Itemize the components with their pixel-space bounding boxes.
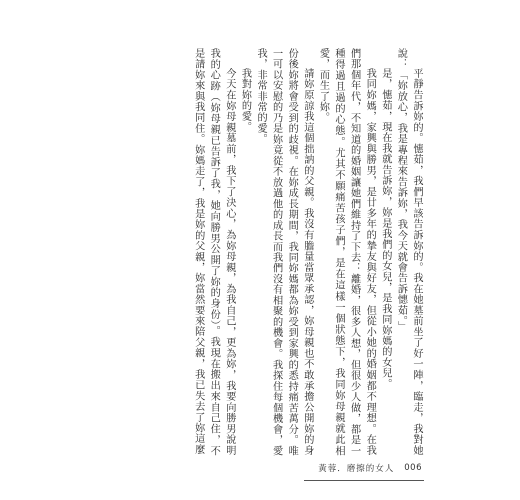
page-number: 006 [404, 463, 422, 473]
page-footer [318, 462, 422, 474]
paragraph-1: 平靜告訴妳的。憓茹，我們早該告訴妳的。我在她墓前坐了好一陣，臨走，我對她說：「妳放心，我是專程來告訴妳，我今天就會告訴憓茹。」 [395, 48, 422, 456]
paragraph-4: 請妳原諒我這個拙訥的父親。我沒有膽量當眾承認，妳母親也不敢承擔公開妳的身份後妳將會受到的歧視。在妳成長期間，我同妳媽都為妳受到家興的悉持痛苦萬分。唯一可以安慰的乃是妳竟從不放過他的成長而我們沒有相聚的機會。我探住每個機會，愛我，非常非常的愛。 [255, 48, 313, 456]
paragraph-6: 今天在妳母親墓前，我下了決心，為妳母親，為我自己，更為妳，我要向勝男說明我的心跡（妳母親已告訴了我，她向勝男公開了妳的身份）。我現在搬出來自己住，不是請妳來與我同住。妳媽走了，我是妳的父親，妳當然要來陪父親，我已失去了妳這麼 [192, 48, 235, 456]
paragraph-2: 是，憓茹，現在我就告訴妳，妳是我們的女兒，是我同妳媽的女兒。 [379, 68, 391, 390]
paragraph-5: 我對妳的愛。 [239, 68, 251, 133]
running-title: 黃蓉．磨擦的女人 [318, 464, 395, 474]
paragraph-3: 我同妳媽，家興與勝男，是廿多年的摯友與好友，但從小她的婚姻都不理想。在我們那個年代，不知道的婚姻讓她們維持了下去：離婚，很多人想，但很少人做，都是一種得過且過的心態。尤其不願痛苦孩子們，是在這樣一個狀態下，我同妳母親就此相愛，而生了妳。 [317, 48, 376, 456]
body-text [94, 48, 424, 456]
footer-rule [304, 480, 424, 481]
